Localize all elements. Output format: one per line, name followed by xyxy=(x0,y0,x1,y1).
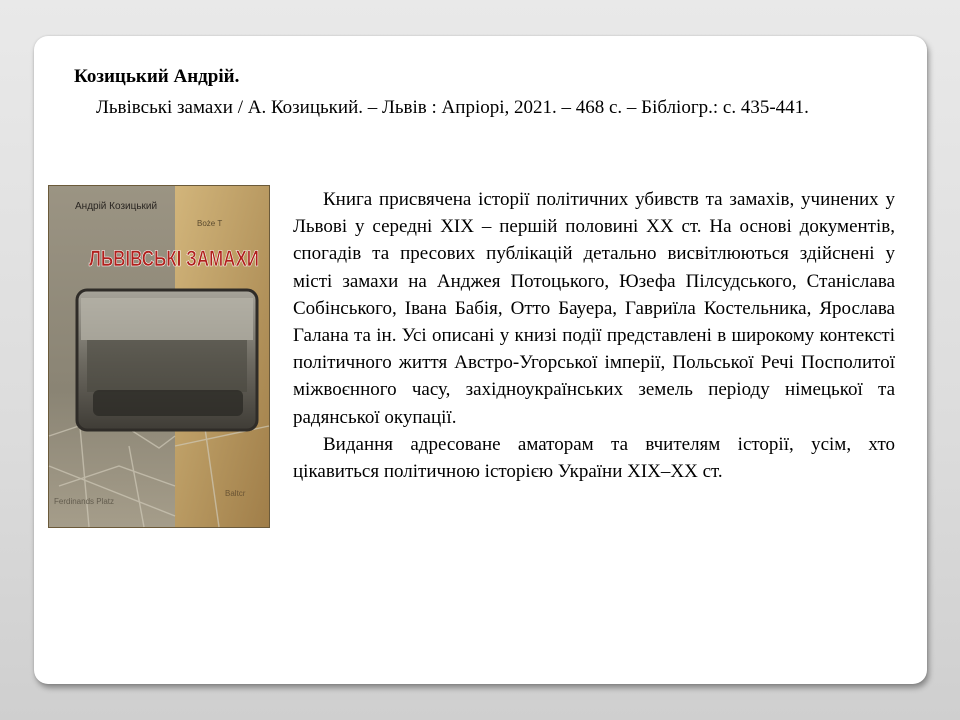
cover-author: Андрій Козицький xyxy=(75,201,158,212)
book-description xyxy=(293,186,895,485)
cover-map-label-1: Boże T xyxy=(197,219,223,228)
cover-map-label-3: Baltcr xyxy=(225,489,246,498)
description-paragraph: Книга присвячена історії політичних убивств та замахів, учинених у Львові у середні ХІХ – першій половині ХХ ст. На основі документів, спогадів та пресових публікацій детально висвітлюються здійснені у місті замахи на Анджея Потоцького, Юзефа Пілсудського, Станіслава Собінського, Івана Бабія, Отто Бауера, Гавриїла Костельника, Ярослава Галана та ін. Усі описані у книзі події представлені в широкому контексті політичного життя Австро-Угорської імперії, Польської Речі Посполитої міжвоєнного часу, західноукраїнських земель періоду німецької та радянської окупації. xyxy=(293,189,895,428)
description-paragraph: Видання адресоване аматорам та вчителям історії, усім, хто цікавиться політичною історією України ХІХ–ХХ ст. xyxy=(293,433,895,483)
book-cover-image xyxy=(48,185,270,528)
book-citation: Львівські замахи / А. Козицький. – Львів : Апріорі, 2021. – 468 с. – Бібліогр.: с. 435-441. xyxy=(96,97,809,118)
cover-map-label-2: Ferdinands Platz xyxy=(54,497,115,506)
book-author: Козицький Андрій. xyxy=(74,66,240,87)
cover-title: ЛЬВІВСЬКІ ЗАМАХИ xyxy=(89,246,259,271)
